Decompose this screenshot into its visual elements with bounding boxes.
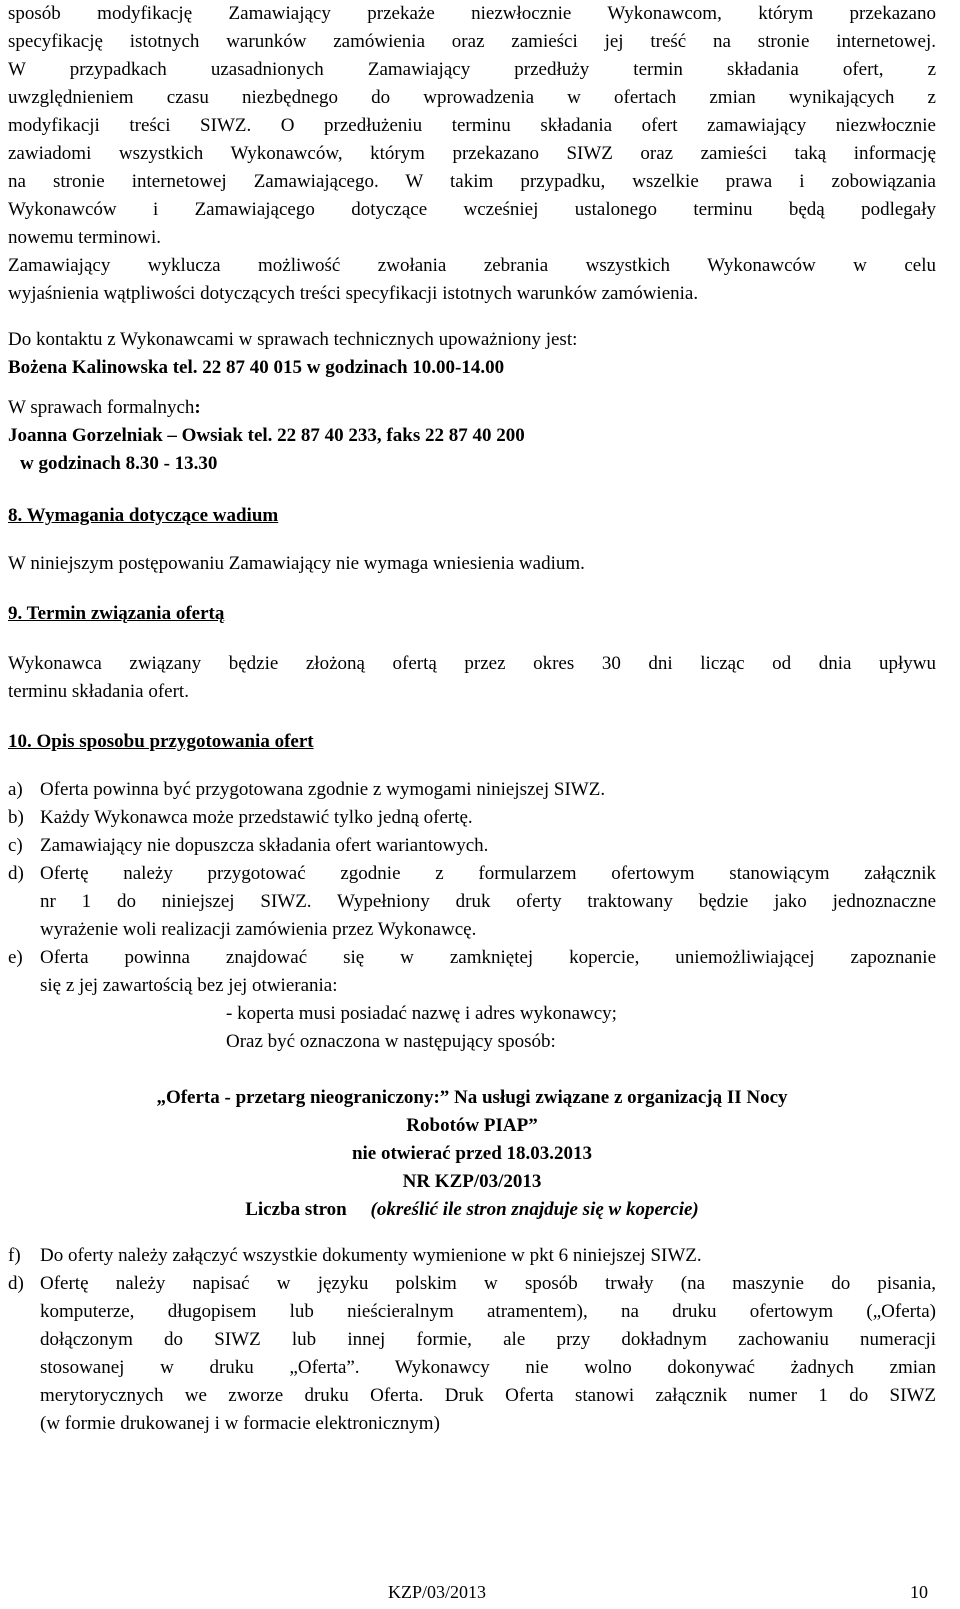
- envelope-line: NR KZP/03/2013: [402, 1171, 542, 1192]
- envelope-line: [8, 1196, 936, 1224]
- text-line: terminu składania ofert.: [8, 681, 189, 702]
- section-8: [8, 502, 936, 578]
- section-heading: 10. Opis sposobu przygotowania ofert: [8, 731, 314, 752]
- list-item: [8, 1270, 936, 1438]
- list-marker: b): [8, 807, 24, 828]
- list-marker: f): [8, 1245, 21, 1266]
- list-text: Ofertę należy przygotować zgodnie z formularzem ofertowym stanowiącym załącznik: [40, 863, 936, 884]
- list-text: dołączonym do SIWZ lub innej formie, ale przy dokładnym zachowaniu numeracji: [40, 1329, 936, 1350]
- text-line: Wykonawca związany będzie złożoną ofertą przez okres 30 dni licząc od dnia upływu: [8, 653, 936, 674]
- list-text: wyrażenie woli realizacji zamówienia przez Wykonawcę.: [40, 919, 477, 940]
- list-text: Zamawiający nie dopuszcza składania ofert wariantowych.: [40, 835, 489, 856]
- list-item: [8, 1242, 936, 1270]
- formal-label-colon: :: [194, 397, 201, 418]
- list-text: komputerze, długopisem lub nieścieralnym atramentem), na druku ofertowym („Oferta): [40, 1301, 936, 1322]
- text-line: specyfikację istotnych warunków zamówienia oraz zamieści jej treść na stronie internetowej.: [8, 31, 936, 52]
- list-text: (w formie drukowanej i w formacie elektronicznym): [40, 1413, 440, 1434]
- tech-contact-person: Bożena Kalinowska tel. 22 87 40 015 w godzinach 10.00-14.00: [8, 357, 505, 378]
- section-heading: 9. Termin związania ofertą: [8, 603, 225, 624]
- list-text: nr 1 do niniejszej SIWZ. Wypełniony druk oferty traktowany będzie jako jednoznaczne: [40, 891, 936, 912]
- section-heading: 8. Wymagania dotyczące wadium: [8, 505, 279, 526]
- list-item: [8, 944, 936, 1056]
- section-10-continued: [8, 1242, 936, 1438]
- formal-label-text: W sprawach formalnych: [8, 397, 195, 418]
- text-line: zawiadomi wszystkich Wykonawców, którym przekazano SIWZ oraz zamieści taką informację: [8, 143, 936, 164]
- list-item: [8, 804, 936, 832]
- list-item: [8, 860, 936, 944]
- list-text: Do oferty należy załączyć wszystkie dokumenty wymienione w pkt 6 niniejszej SIWZ.: [40, 1245, 702, 1266]
- text-line: na stronie internetowej Zamawiającego. W takim przypadku, wszelkie prawa i zobowiązania: [8, 171, 936, 192]
- page-count-note: (określić ile stron znajduje się w kopercie): [370, 1199, 699, 1220]
- document-page: [8, 0, 936, 1602]
- envelope-line: nie otwierać przed 18.03.2013: [351, 1143, 593, 1164]
- contact-section: [8, 326, 936, 478]
- list-text: Oraz być oznaczona w następujący sposób:: [226, 1031, 556, 1052]
- footer-page-number: 10: [910, 1582, 928, 1602]
- list-text: merytorycznych we zworze druku Oferta. Druk Oferta stanowi załącznik numer 1 do SIWZ: [40, 1385, 936, 1406]
- page-count-label: Liczba stron: [245, 1199, 347, 1220]
- formal-contact-hours: w godzinach 8.30 - 13.30: [20, 453, 218, 474]
- list-item: [8, 776, 936, 804]
- list-marker: a): [8, 779, 23, 800]
- list-text: Oferta powinna znajdować się w zamkniętej kopercie, uniemożliwiającej zapoznanie: [40, 947, 936, 968]
- section-text: W niniejszym postępowaniu Zamawiający nie wymaga wniesienia wadium.: [8, 553, 585, 574]
- section-10: [8, 728, 936, 1056]
- list-marker: c): [8, 835, 23, 856]
- envelope-label: [8, 1084, 936, 1224]
- list-text: stosowanej w druku „Oferta”. Wykonawcy nie wolno dokonywać żadnych zmian: [40, 1357, 936, 1378]
- text-line: Zamawiający wyklucza możliwość zwołania zebrania wszystkich Wykonawców w celu: [8, 255, 936, 276]
- list-text: Każdy Wykonawca może przedstawić tylko jedną ofertę.: [40, 807, 473, 828]
- list-marker: e): [8, 947, 23, 968]
- text-line: Wykonawców i Zamawiającego dotyczące wcześniej ustalonego terminu będą podlegały: [8, 199, 936, 220]
- contact-intro: Do kontaktu z Wykonawcami w sprawach technicznych upoważniony jest:: [8, 329, 578, 350]
- formal-contact-label: [8, 394, 936, 422]
- list-item: [8, 832, 936, 860]
- list-text: Oferta powinna być przygotowana zgodnie z wymogami niniejszej SIWZ.: [40, 779, 606, 800]
- formal-contact-person: Joanna Gorzelniak – Owsiak tel. 22 87 40 233, faks 22 87 40 200: [8, 425, 525, 446]
- list-marker: d): [8, 863, 24, 884]
- paragraph-modification: [8, 0, 936, 308]
- text-line: nowemu terminowi.: [8, 227, 162, 248]
- text-line: sposób modyfikację Zamawiający przekaże niezwłocznie Wykonawcom, którym przekazano: [8, 3, 936, 24]
- list-text: - koperta musi posiadać nazwę i adres wykonawcy;: [226, 1003, 617, 1024]
- list-text: się z jej zawartością bez jej otwierania:: [40, 975, 338, 996]
- footer-reference-code: KZP/03/2013: [388, 1582, 487, 1602]
- envelope-line: „Oferta - przetarg nieograniczony:” Na usługi związane z organizacją II Nocy: [156, 1087, 788, 1108]
- section-9: [8, 600, 936, 706]
- text-line: wyjaśnienia wątpliwości dotyczących treści specyfikacji istotnych warunków zamówienia.: [8, 283, 699, 304]
- text-line: modyfikacji treści SIWZ. O przedłużeniu terminu składania ofert zamawiający niezwłocznie: [8, 115, 936, 136]
- envelope-line: Robotów PIAP”: [406, 1115, 538, 1136]
- list-text: Ofertę należy napisać w języku polskim w sposób trwały (na maszynie do pisania,: [40, 1273, 936, 1294]
- text-line: uwzględnieniem czasu niezbędnego do wprowadzenia w ofertach zmian wynikających z: [8, 87, 936, 108]
- list-marker: d): [8, 1273, 24, 1294]
- text-line: W przypadkach uzasadnionych Zamawiający przedłuży termin składania ofert, z: [8, 59, 936, 80]
